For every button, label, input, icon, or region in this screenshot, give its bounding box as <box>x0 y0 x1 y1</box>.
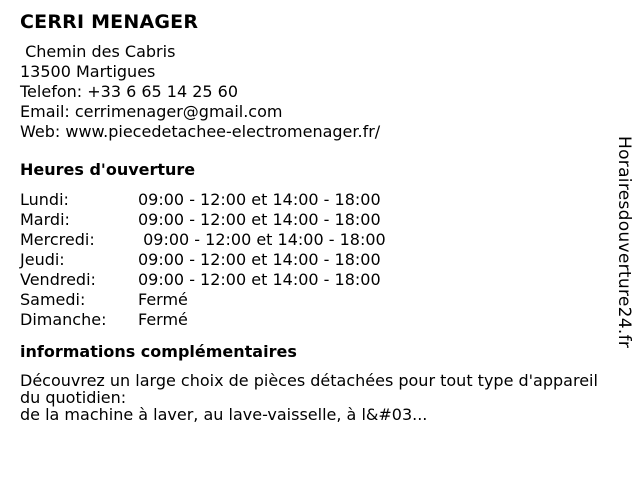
day-hours: 09:00 - 12:00 et 14:00 - 18:00 <box>138 230 386 249</box>
opening-hours-table <box>20 190 610 330</box>
hours-row-tuesday <box>20 210 610 230</box>
city-line: 13500 Martigues <box>20 62 156 81</box>
day-label: Dimanche: <box>20 310 107 329</box>
day-label: Samedi: <box>20 290 86 309</box>
hours-row-sunday <box>20 310 610 330</box>
hours-row-wednesday <box>20 230 610 250</box>
day-hours: 09:00 - 12:00 et 14:00 - 18:00 <box>138 270 381 289</box>
additional-info-text: Découvrez un large choix de pièces détachées pour tout type d'appareil du quotidien: <box>20 371 598 407</box>
day-label: Mercredi: <box>20 230 95 249</box>
hours-row-monday <box>20 190 610 210</box>
day-hours: 09:00 - 12:00 et 14:00 - 18:00 <box>138 250 381 269</box>
day-hours: 09:00 - 12:00 et 14:00 - 18:00 <box>138 210 381 229</box>
business-name: CERRI MENAGER <box>20 11 199 33</box>
day-label: Vendredi: <box>20 270 96 289</box>
day-label: Mardi: <box>20 210 70 229</box>
opening-hours-title: Heures d'ouverture <box>20 160 196 179</box>
phone-line: Telefon: +33 6 65 14 25 60 <box>20 82 239 101</box>
hours-row-friday <box>20 270 610 290</box>
day-label: Lundi: <box>20 190 69 209</box>
day-label: Jeudi: <box>20 250 65 269</box>
additional-info-text-cont: de la machine à laver, au lave-vaisselle, à l&#03... <box>20 405 428 424</box>
hours-row-saturday <box>20 290 610 310</box>
business-card <box>20 10 610 423</box>
web-line: Web: www.piecedetachee-electromenager.fr/ <box>20 122 381 141</box>
email-line: Email: cerrimenager@gmail.com <box>20 102 283 121</box>
additional-info-title: informations complémentaires <box>20 342 297 361</box>
day-hours: 09:00 - 12:00 et 14:00 - 18:00 <box>138 190 381 209</box>
address-line: Chemin des Cabris <box>20 42 176 61</box>
side-brand-watermark: Horairesdouverture24.fr <box>614 136 634 349</box>
hours-row-thursday <box>20 250 610 270</box>
day-hours: Fermé <box>138 310 188 329</box>
day-hours: Fermé <box>138 290 188 309</box>
